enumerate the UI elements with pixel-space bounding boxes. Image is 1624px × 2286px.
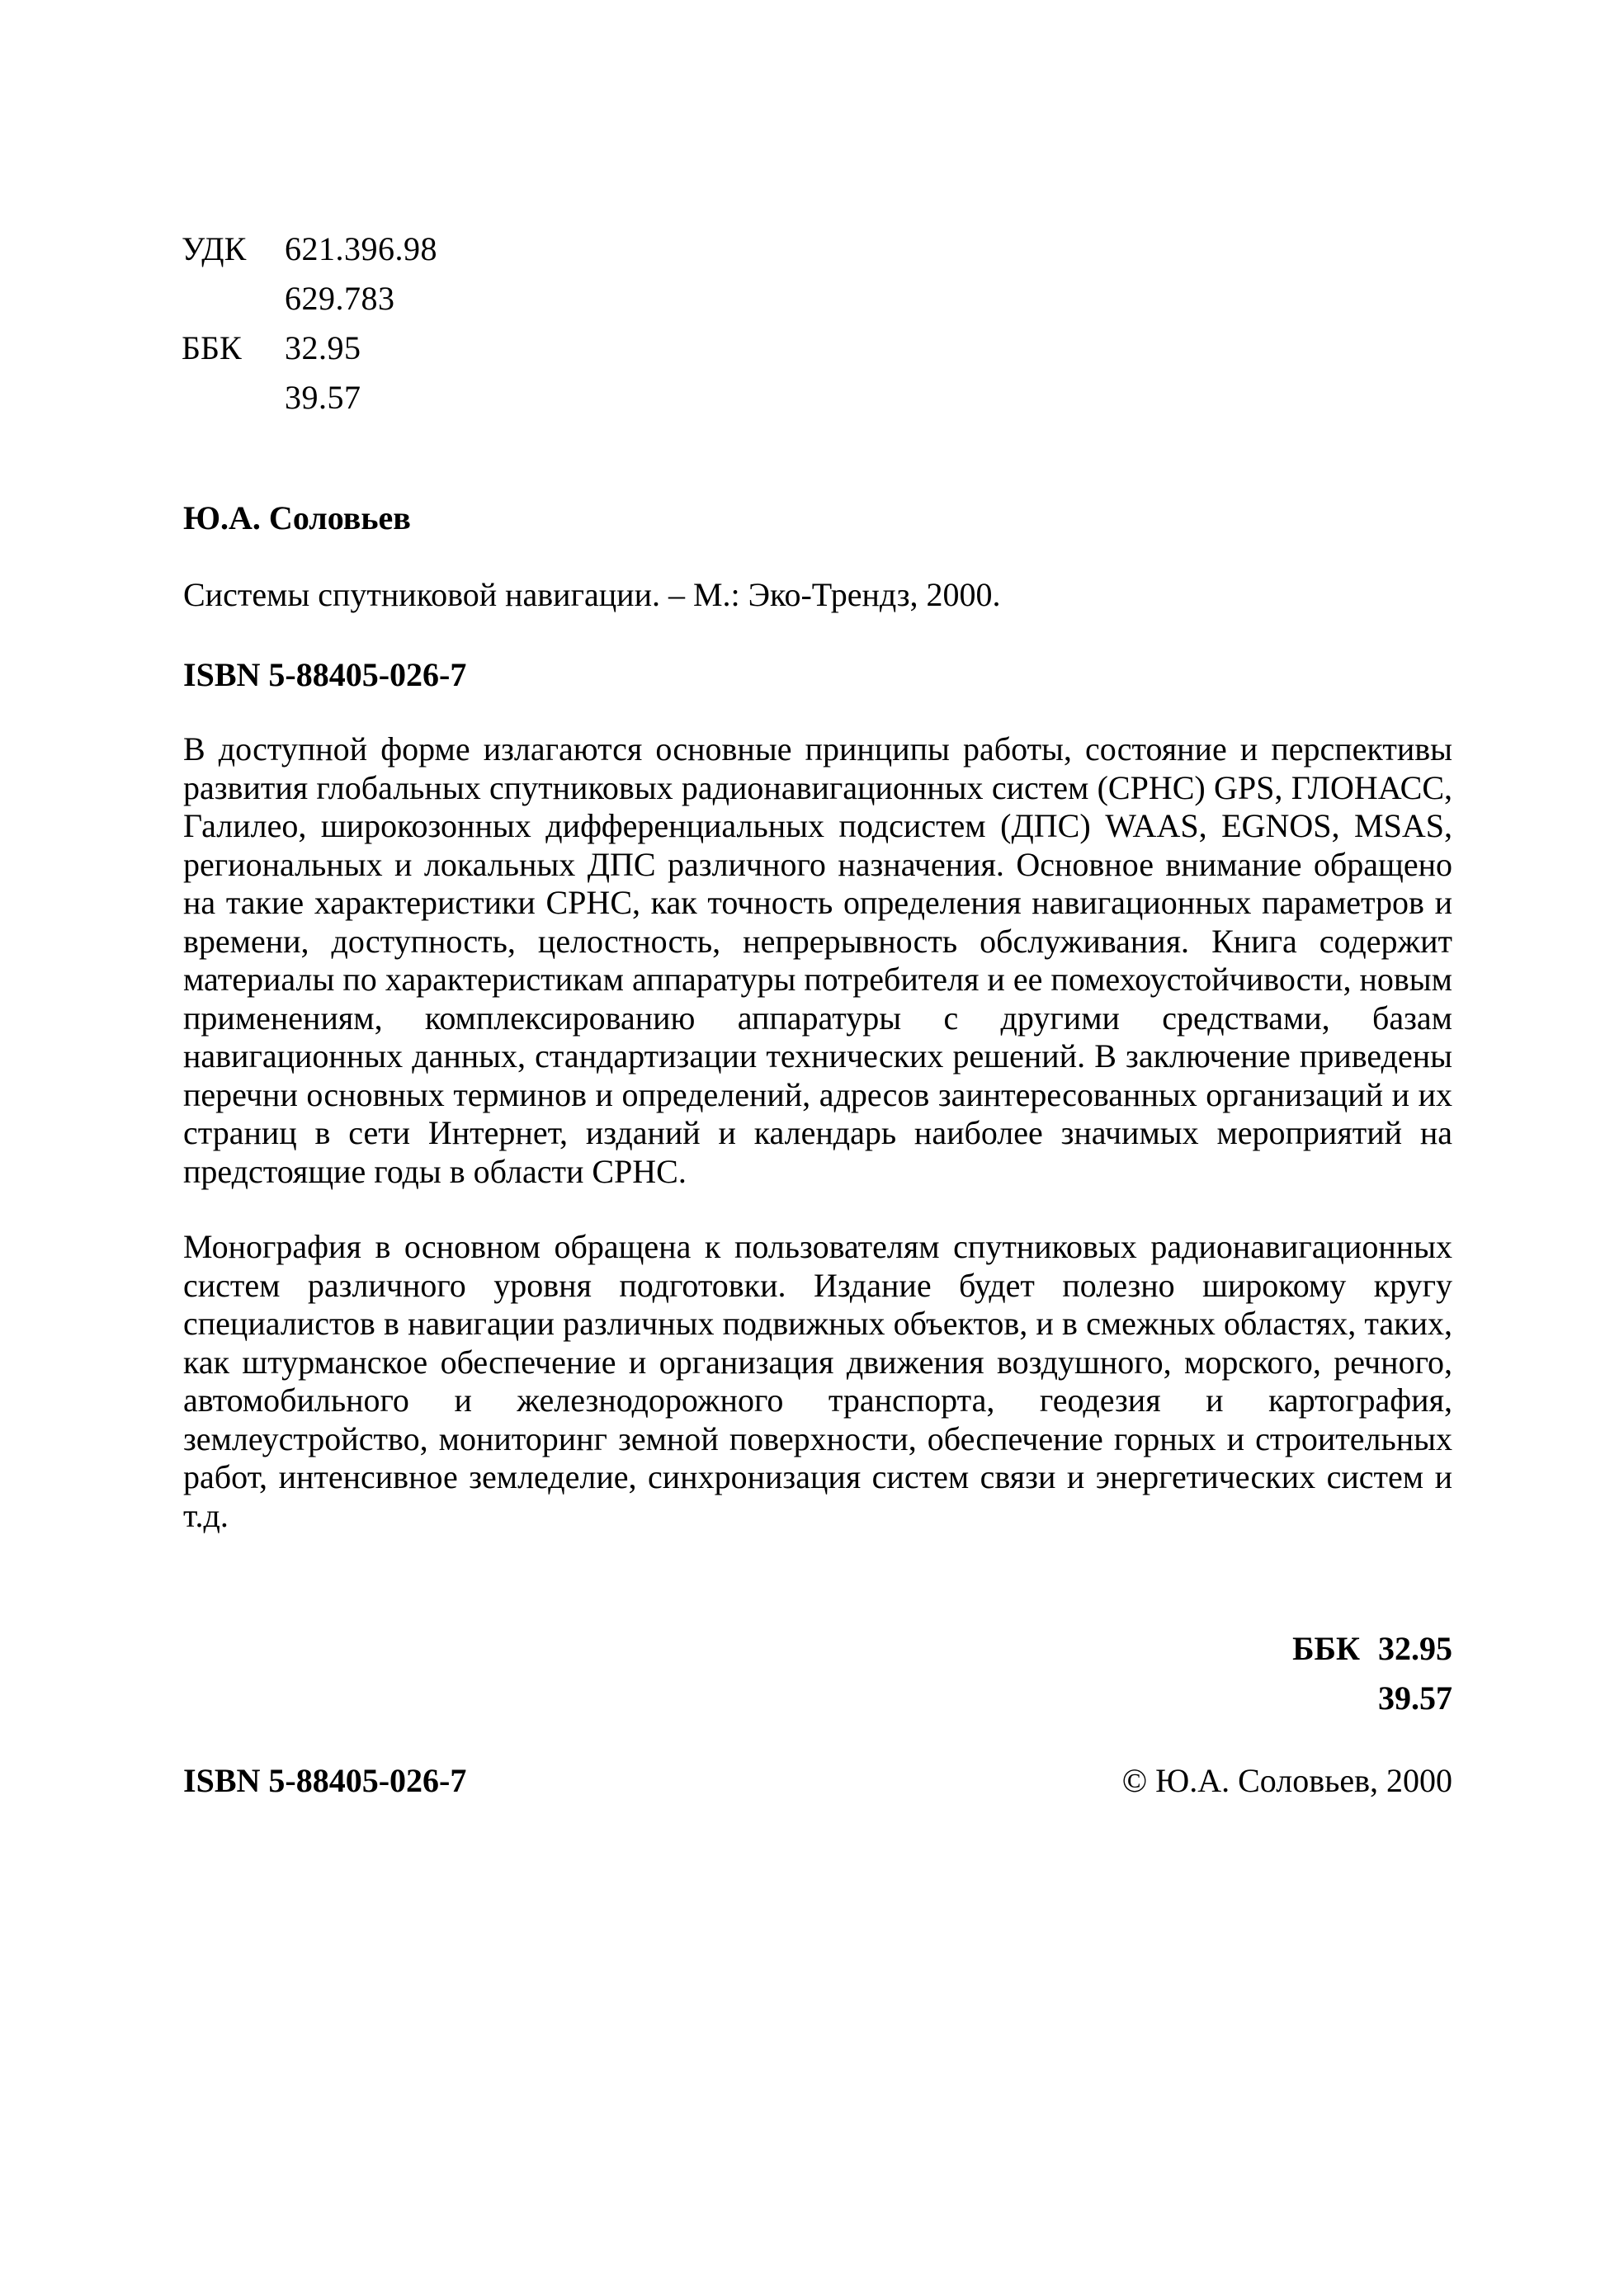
bbk-value-2: 39.57 [285,379,361,416]
udk-label: УДК [182,230,247,267]
bbk-value-1: 32.95 [285,329,361,366]
bbk-bottom-value-1: 32.95 [1378,1630,1452,1667]
isbn-top: ISBN 5-88405-026-7 [183,656,467,693]
bbk-row-1 [182,324,437,373]
udk-value-1: 621.396.98 [285,230,437,267]
abstract-paragraph-1: В доступной форме излагаются основные принципы работы, состояние и перспективы развития глобальных спутниковых радионавигационных систем (СРНС) GPS, ГЛОНАСС, Галилео, широкозонных дифференциальных подсистем (ДПС) WAAS, EGNOS, MSAS, региональных и локальных ДПС различного назначения. Основное внимание обращено на такие характеристики СРНС, как точность определения навигационных параметров и времени, доступность, целостность, непрерывность обслуживания. Книга содержит материалы по характеристикам аппаратуры потребителя и ее помехоустойчивости, новым применениям, комплексированию аппаратуры с другими средствами, базам навигационных данных, стандартизации технических решений. В заключение приведены перечни основных терминов и определений, адресов заинтересованных организаций и их страниц в сети Интернет, изданий и календарь наиболее значимых мероприятий на предстоящие годы в области СРНС. [183,730,1452,1190]
bbk-bottom-row-1 [1292,1624,1452,1674]
udk-row-2 [182,274,437,324]
bbk-bottom-value-2: 39.57 [1378,1679,1452,1717]
udk-value-2: 629.783 [285,280,395,317]
isbn-bottom: ISBN 5-88405-026-7 [183,1762,467,1799]
bbk-row-2 [182,373,437,423]
copyright-notice: © Ю.А. Соловьев, 2000 [1121,1762,1452,1799]
author-name: Ю.А. Соловьев [183,499,411,536]
bbk-bottom-block [1292,1624,1452,1723]
abstract-paragraph-2: Монография в основном обращена к пользователям спутниковых радионавигационных систем различного уровня подготовки. Издание будет полезно широкому кругу специалистов в навигации различных подвижных объектов, и в смежных областях, таких, как штурманское обеспечение и организация движения воздушного, морского, речного, автомобильного и железнодорожного транспорта, геодезия и картография, землеустройство, мониторинг земной поверхности, обеспечение горных и строительных работ, интенсивное земледелие, синхронизация систем связи и энергетических систем и т.д. [183,1228,1452,1534]
udk-row-1 [182,224,437,274]
udk-label-empty [182,274,285,324]
bbk-label-empty [182,373,285,423]
bibliographic-line: Системы спутниковой навигации. – М.: Эко-Трендз, 2000. [183,576,1001,613]
bbk-bottom-row-2 [1292,1674,1452,1723]
bbk-bottom-label: ББК [1292,1630,1360,1667]
bbk-label: ББК [182,329,242,366]
classification-block [182,224,437,423]
